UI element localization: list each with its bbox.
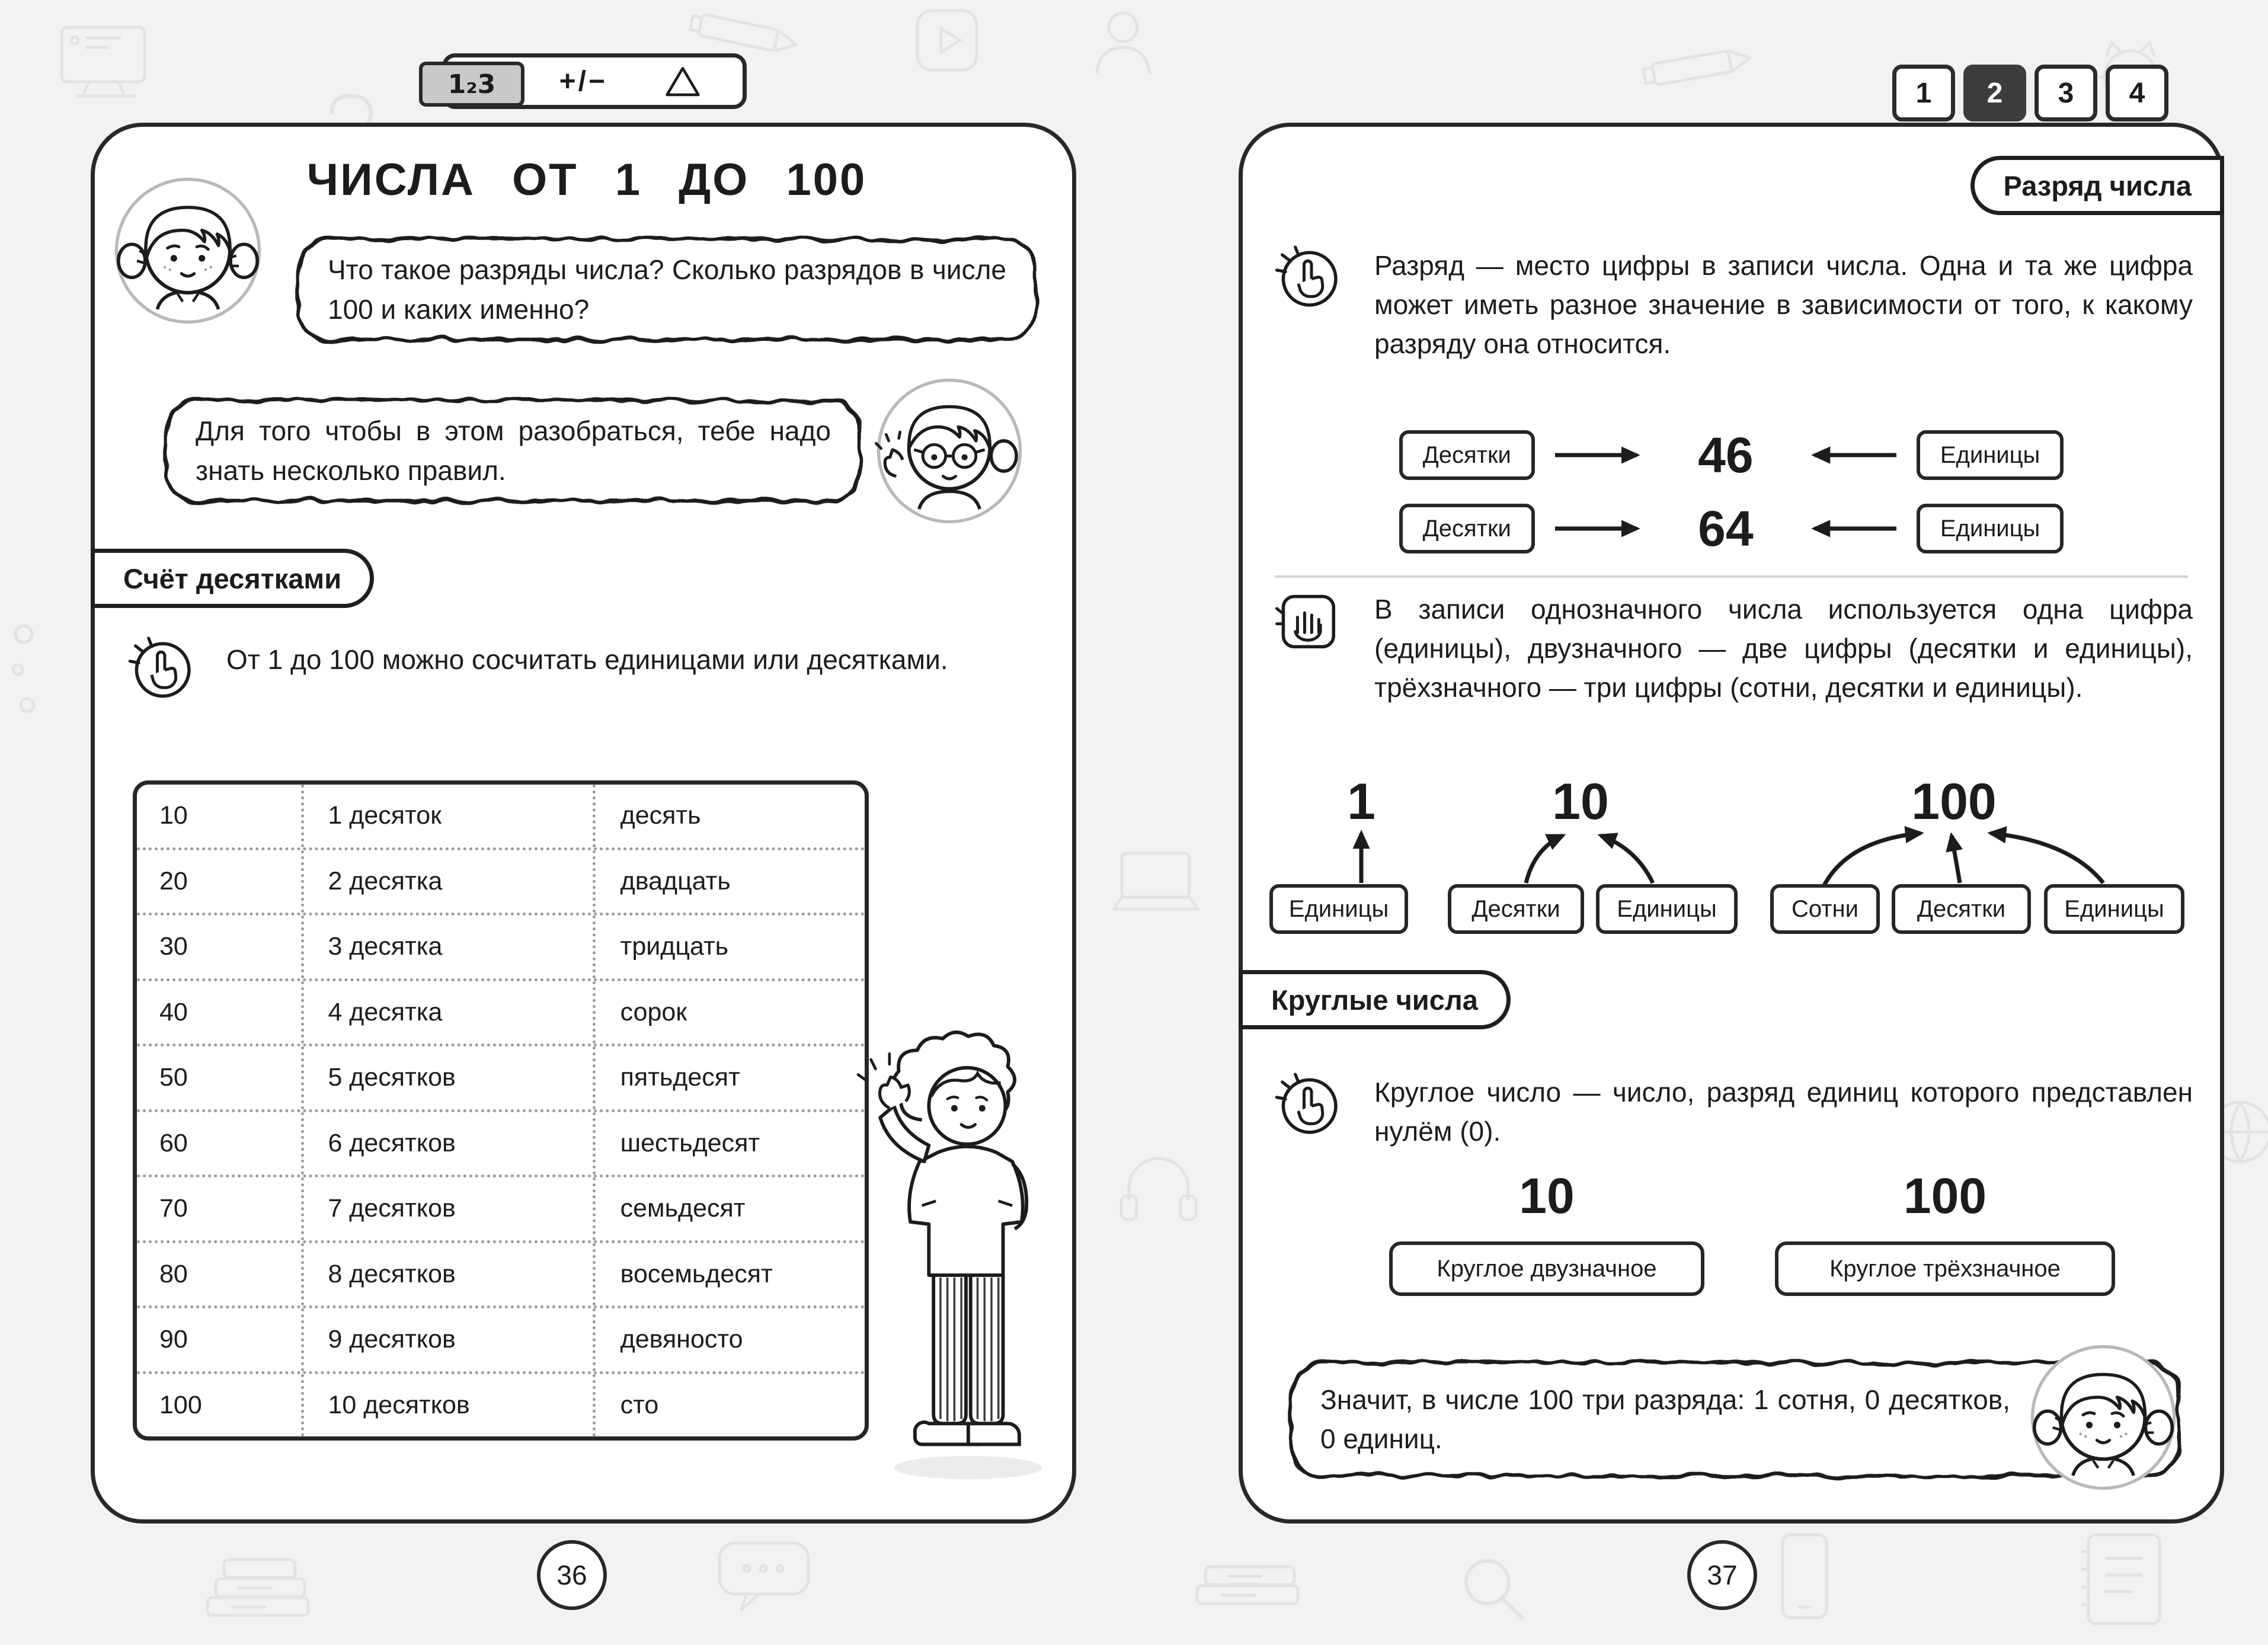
table-cell-number: 90 <box>137 1308 304 1371</box>
doodle-books-icon <box>196 1541 320 1630</box>
table-cell-number: 100 <box>137 1374 304 1437</box>
table-cell-number: 50 <box>137 1046 304 1109</box>
rule-digits-text: В записи однозначного числа используется одна цифра (единицы), двузначного — две цифры (десятки и единицы), трёхзначного — три цифры (сотни, десятки и единицы). <box>1374 594 2193 703</box>
section-badge-label: Счёт десятками <box>123 562 342 594</box>
rule-round-number-text: Круглое число — число, разряд единиц которого представлен нулём (0). <box>1374 1077 2193 1147</box>
digits-diagram-arrows <box>1243 796 2228 897</box>
units-label-box: Единицы <box>2044 884 2184 934</box>
table-cell-tens: 7 десятков <box>304 1177 595 1240</box>
table-cell-tens: 5 десятков <box>304 1046 595 1109</box>
right-page-panel <box>1239 123 2224 1524</box>
numbers-badge <box>419 62 524 107</box>
table-row <box>137 1044 865 1109</box>
arrow-left-icon <box>1793 441 1901 469</box>
page-number-label: 37 <box>1707 1560 1738 1590</box>
question-bubble-text: Что такое разряды числа? Сколько разрядов в числе 100 и каких именно? <box>328 254 1006 325</box>
tab-label: 3 <box>2058 77 2074 109</box>
round-example-three-digit <box>1775 1167 2115 1296</box>
tens-label-box: Десятки <box>1399 504 1535 553</box>
tab-4[interactable] <box>2106 65 2168 121</box>
table-cell-number: 20 <box>137 850 304 913</box>
doodle-dots-icon <box>6 616 53 735</box>
table-cell-word: тридцать <box>620 932 729 961</box>
table-row <box>137 1174 865 1240</box>
hundreds-label-box: Сотни <box>1770 884 1880 934</box>
doodle-books-icon <box>1185 1529 1310 1618</box>
girl-pigtails-character-icon <box>111 174 264 327</box>
table-cell-tens: 2 десятка <box>304 850 595 913</box>
doodle-headphones-icon <box>1114 1144 1203 1227</box>
doodle-play-button-icon <box>913 6 984 77</box>
doodle-pencil-icon <box>1636 36 1766 101</box>
rule-counting-text: От 1 до 100 можно сосчитать единицами или десятками. <box>226 644 948 675</box>
table-cell-tens: 1 десяток <box>304 785 595 847</box>
section-badge-counting-by-tens <box>91 549 374 608</box>
arrow-right-icon <box>1550 441 1658 469</box>
tab-2-active[interactable] <box>1963 65 2026 121</box>
section-badge-place-value <box>1970 156 2224 215</box>
arrow-right-icon <box>1550 515 1658 542</box>
table-cell-number: 80 <box>137 1243 304 1306</box>
table-cell-word: девяносто <box>620 1325 743 1354</box>
intro-bubble-text: Для того чтобы в этом разобраться, тебе надо знать несколько правил. <box>196 415 831 486</box>
units-label-box: Единицы <box>1596 884 1738 934</box>
table-cell-number: 60 <box>137 1112 304 1175</box>
round-number: 100 <box>1903 1168 1987 1224</box>
doodle-magnifier-icon <box>1452 1547 1541 1636</box>
table-cell-word: пятьдесят <box>620 1063 740 1092</box>
doodle-laptop-icon <box>1105 847 1206 924</box>
hand-pointing-icon <box>126 632 196 702</box>
table-cell-tens: 3 десятка <box>304 916 595 978</box>
hand-pointing-icon <box>1272 241 1342 311</box>
table-cell-tens: 9 десятков <box>304 1308 595 1371</box>
tab-label: 2 <box>1987 77 2003 109</box>
doodle-speech-bubble-icon <box>711 1535 824 1624</box>
table-row <box>137 913 865 978</box>
tens-table <box>133 780 869 1441</box>
table-cell-tens: 10 десятков <box>304 1374 595 1437</box>
table-cell-word: семьдесят <box>620 1194 746 1223</box>
example-number: 64 <box>1698 500 1754 556</box>
boy-character-illustration <box>855 1009 1075 1484</box>
section-badge-label: Круглые числа <box>1271 984 1478 1016</box>
units-label-box: Единицы <box>1269 884 1408 934</box>
example-number: 46 <box>1698 427 1754 483</box>
page-number-right <box>1687 1540 1757 1610</box>
table-cell-tens: 8 десятков <box>304 1243 595 1306</box>
round-number-label: Круглое двузначное <box>1389 1241 1704 1296</box>
table-cell-number: 70 <box>137 1177 304 1240</box>
question-bubble <box>290 231 1044 348</box>
table-row <box>137 785 865 847</box>
doodle-monitor-icon <box>57 21 158 104</box>
table-cell-tens: 4 десятка <box>304 981 595 1044</box>
doodle-notebook-icon <box>2074 1523 2175 1636</box>
table-cell-word: сто <box>620 1390 659 1419</box>
table-row <box>137 1240 865 1306</box>
table-row <box>137 847 865 913</box>
diagram-number-1: 1 <box>1347 773 1375 830</box>
table-row <box>137 1109 865 1175</box>
table-cell-number: 40 <box>137 981 304 1044</box>
place-value-example-46 <box>1391 422 2072 488</box>
units-label-box: Единицы <box>1917 504 2064 553</box>
left-page-panel <box>91 123 1076 1524</box>
table-cell-tens: 6 десятков <box>304 1112 595 1175</box>
table-row <box>137 1305 865 1371</box>
section-badge-round-numbers <box>1239 970 1511 1029</box>
tens-label-box: Десятки <box>1399 430 1535 480</box>
round-number-label: Круглое трёхзначное <box>1775 1241 2115 1296</box>
doodle-phone-icon <box>1772 1529 1837 1630</box>
hand-pointing-icon <box>1272 1068 1342 1138</box>
girl-glasses-character-icon <box>874 375 1025 527</box>
tens-label-box: Десятки <box>1448 884 1584 934</box>
tab-label: 4 <box>2129 77 2145 109</box>
doodle-person-icon <box>1085 4 1162 81</box>
table-row <box>137 978 865 1044</box>
tab-label: 1 <box>1915 77 1932 109</box>
tab-1[interactable] <box>1892 65 1955 121</box>
intro-bubble <box>158 392 869 509</box>
conclusion-text: Значит, в числе 100 три разряда: 1 сотня, 0 десятков, 0 единиц. <box>1320 1384 2010 1454</box>
round-example-two-digit <box>1389 1167 1704 1296</box>
girl-pigtails-character-icon <box>2027 1342 2179 1493</box>
section-divider <box>1275 575 2188 578</box>
hand-card-icon <box>1272 587 1342 657</box>
page-tabs <box>1892 65 2168 121</box>
table-cell-word: двадцать <box>620 866 731 895</box>
round-number: 10 <box>1519 1168 1575 1224</box>
rule-place-value-text: Разряд — место цифры в записи числа. Одна и та же цифра может иметь разное значение в зависимости от того, к какому разряду она относится. <box>1374 250 2193 360</box>
table-cell-word: десять <box>620 801 701 830</box>
table-cell-number: 10 <box>137 785 304 847</box>
table-row <box>137 1371 865 1437</box>
triangle-icon <box>664 65 701 98</box>
table-cell-word: сорок <box>620 997 687 1026</box>
tab-3[interactable] <box>2035 65 2097 121</box>
units-label-box: Единицы <box>1917 430 2064 480</box>
page-title: ЧИСЛА ОТ 1 ДО 100 <box>306 155 867 205</box>
section-badge-label: Разряд числа <box>2003 169 2192 201</box>
arrow-left-icon <box>1793 515 1901 542</box>
math-symbols-plate <box>442 53 747 109</box>
table-cell-word: восемьдесят <box>620 1259 773 1288</box>
diagram-number-100: 100 <box>1911 773 1997 830</box>
table-cell-word: шестьдесят <box>620 1128 760 1157</box>
page-number-left <box>537 1540 607 1610</box>
plus-minus-label: +/− <box>559 65 607 97</box>
tens-label-box: Десятки <box>1892 884 2031 934</box>
place-value-example-64 <box>1391 495 2072 562</box>
diagram-number-10: 10 <box>1552 773 1609 830</box>
page-number-label: 36 <box>556 1560 587 1590</box>
table-cell-number: 30 <box>137 916 304 978</box>
numbers-badge-label: 1₂3 <box>447 69 496 100</box>
